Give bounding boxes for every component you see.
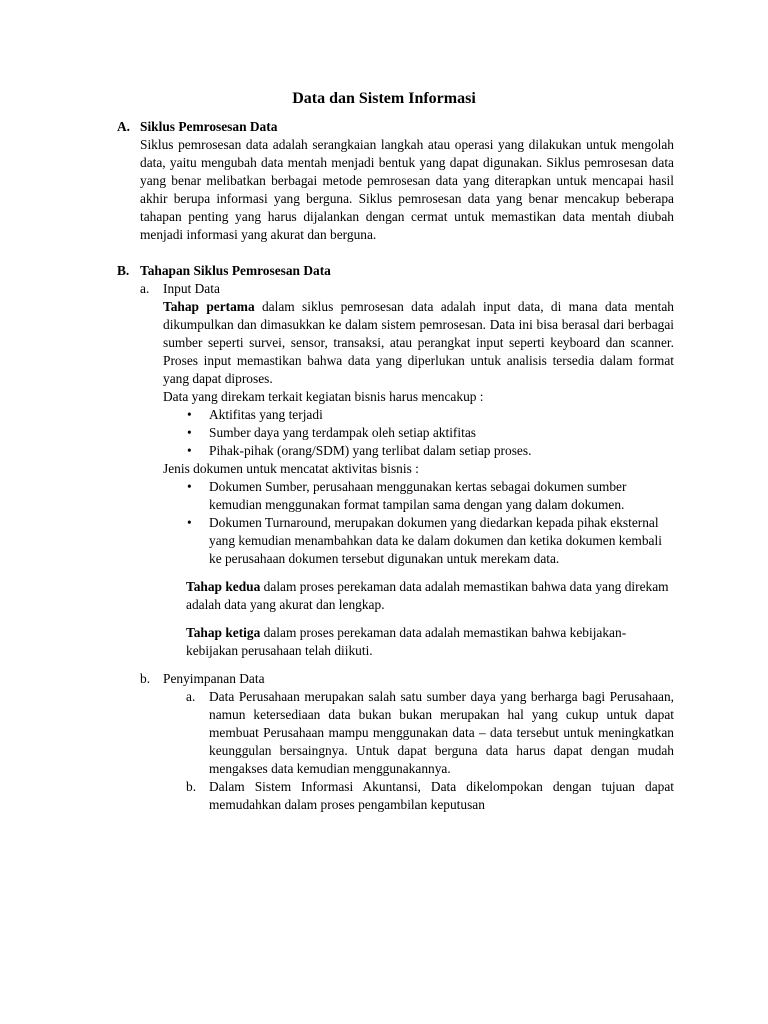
input-data-letter: a. [140,281,150,296]
section-b-letter: B. [117,263,130,278]
list-item: a. Data Perusahaan merupakan salah satu sumber daya yang berharga bagi Perusahaan, namun ketersediaan data bukan bukan merupakan hal yang cukup untuk dapat membuat Perusahaan mampu menggunakan data – data tersebut untuk meningkatkan keunggulan bersaingnya. Untuk dapat berguna data harus dapat dengan mudah mengakses data kemudian menggunakannya. [186,689,674,776]
list-item: • Dokumen Sumber, perusahaan menggunakan kertas sebagai dokumen sumber kemudian menggunakan format tampilan sama dengan yang dalam dokumen. [187,479,627,512]
tahap-pertama-label: Tahap pertama [163,299,255,314]
list-item: • Sumber daya yang terdampak oleh setiap aktifitas [187,425,476,440]
section-a-letter: A. [117,119,131,134]
input-data-heading [117,280,674,298]
section-a-title: Siklus Pemrosesan Data [140,119,278,134]
tahap-kedua-paragraph: Tahap kedua dalam proses perekaman data adalah memastikan bahwa data yang direkam adalah data yang akurat dan lengkap. [186,579,669,612]
tahap-ketiga-label: Tahap ketiga [186,625,261,640]
bullet-icon: • [187,479,192,494]
section-a-heading [117,118,674,136]
list2-intro: Jenis dokumen untuk mencatat aktivitas bisnis : [163,461,419,476]
list-item: b. Dalam Sistem Informasi Akuntansi, Data dikelompokan dengan tujuan dapat memudahkan dalam proses pengambilan keputusan [186,779,674,812]
section-a-paragraph: Siklus pemrosesan data adalah serangkaian langkah atau operasi yang dilakukan untuk mengolah data, yaitu mengubah data mentah menjadi bentuk yang dapat digunakan. Siklus pemrosesan data yang benar melibatkan berbagai metode pemrosesan data yang diterapkan untuk mencapai hasil akhir berupa informasi yang berguna. Siklus pemrosesan data yang benar mencakup beberapa tahapan penting yang harus dijalankan dengan cermat untuk memastikan data mentah diubah menjadi informasi yang akurat dan berguna. [140,137,674,242]
storage-data-heading [117,670,674,688]
storage-data-title: Penyimpanan Data [163,671,265,686]
section-b-title: Tahapan Siklus Pemrosesan Data [140,263,331,278]
list-item: • Dokumen Turnaround, merupakan dokumen yang diedarkan kepada pihak eksternal yang kemudian menambahkan data ke dalam dokumen dan ketika dokumen kembali ke perusahaan dokumen tersebut digunakan untuk merekam data. [187,515,662,566]
bullet-icon: • [187,407,192,422]
tahap-kedua-label: Tahap kedua [186,579,261,594]
section-b-heading [117,262,674,280]
tahap-ketiga-paragraph: Tahap ketiga dalam proses perekaman data adalah memastikan bahwa kebijakan-kebijakan perusahaan telah diikuti. [186,625,627,658]
bullet-icon: • [187,425,192,440]
bullet-icon: • [187,443,192,458]
document-types-list [117,478,674,568]
document-body [117,118,674,814]
bullet-icon: • [187,515,192,530]
input-data-title: Input Data [163,281,220,296]
storage-data-letter: b. [140,671,151,686]
storage-items-list [117,688,674,814]
recorded-data-list [117,406,674,460]
list-item: • Aktifitas yang terjadi [187,407,323,422]
input-data-paragraph [117,298,674,388]
list1-intro: Data yang direkam terkait kegiatan bisnis harus mencakup : [163,389,484,404]
list-item: • Pihak-pihak (orang/SDM) yang terlibat dalam setiap proses. [187,443,532,458]
document-title: Data dan Sistem Informasi [292,90,476,107]
tahap-pertama-text: dalam siklus pemrosesan data adalah input data, di mana data mentah dikumpulkan dan dimasukkan ke dalam sistem pemrosesan. Data ini bisa berasal dari berbagai sumber seperti survei, sensor, transaksi, atau perangkat input seperti keyboard dan scanner. Proses input memastikan bahwa data yang diperlukan untuk analisis tersedia dalam format yang dapat diproses. [163,299,674,386]
